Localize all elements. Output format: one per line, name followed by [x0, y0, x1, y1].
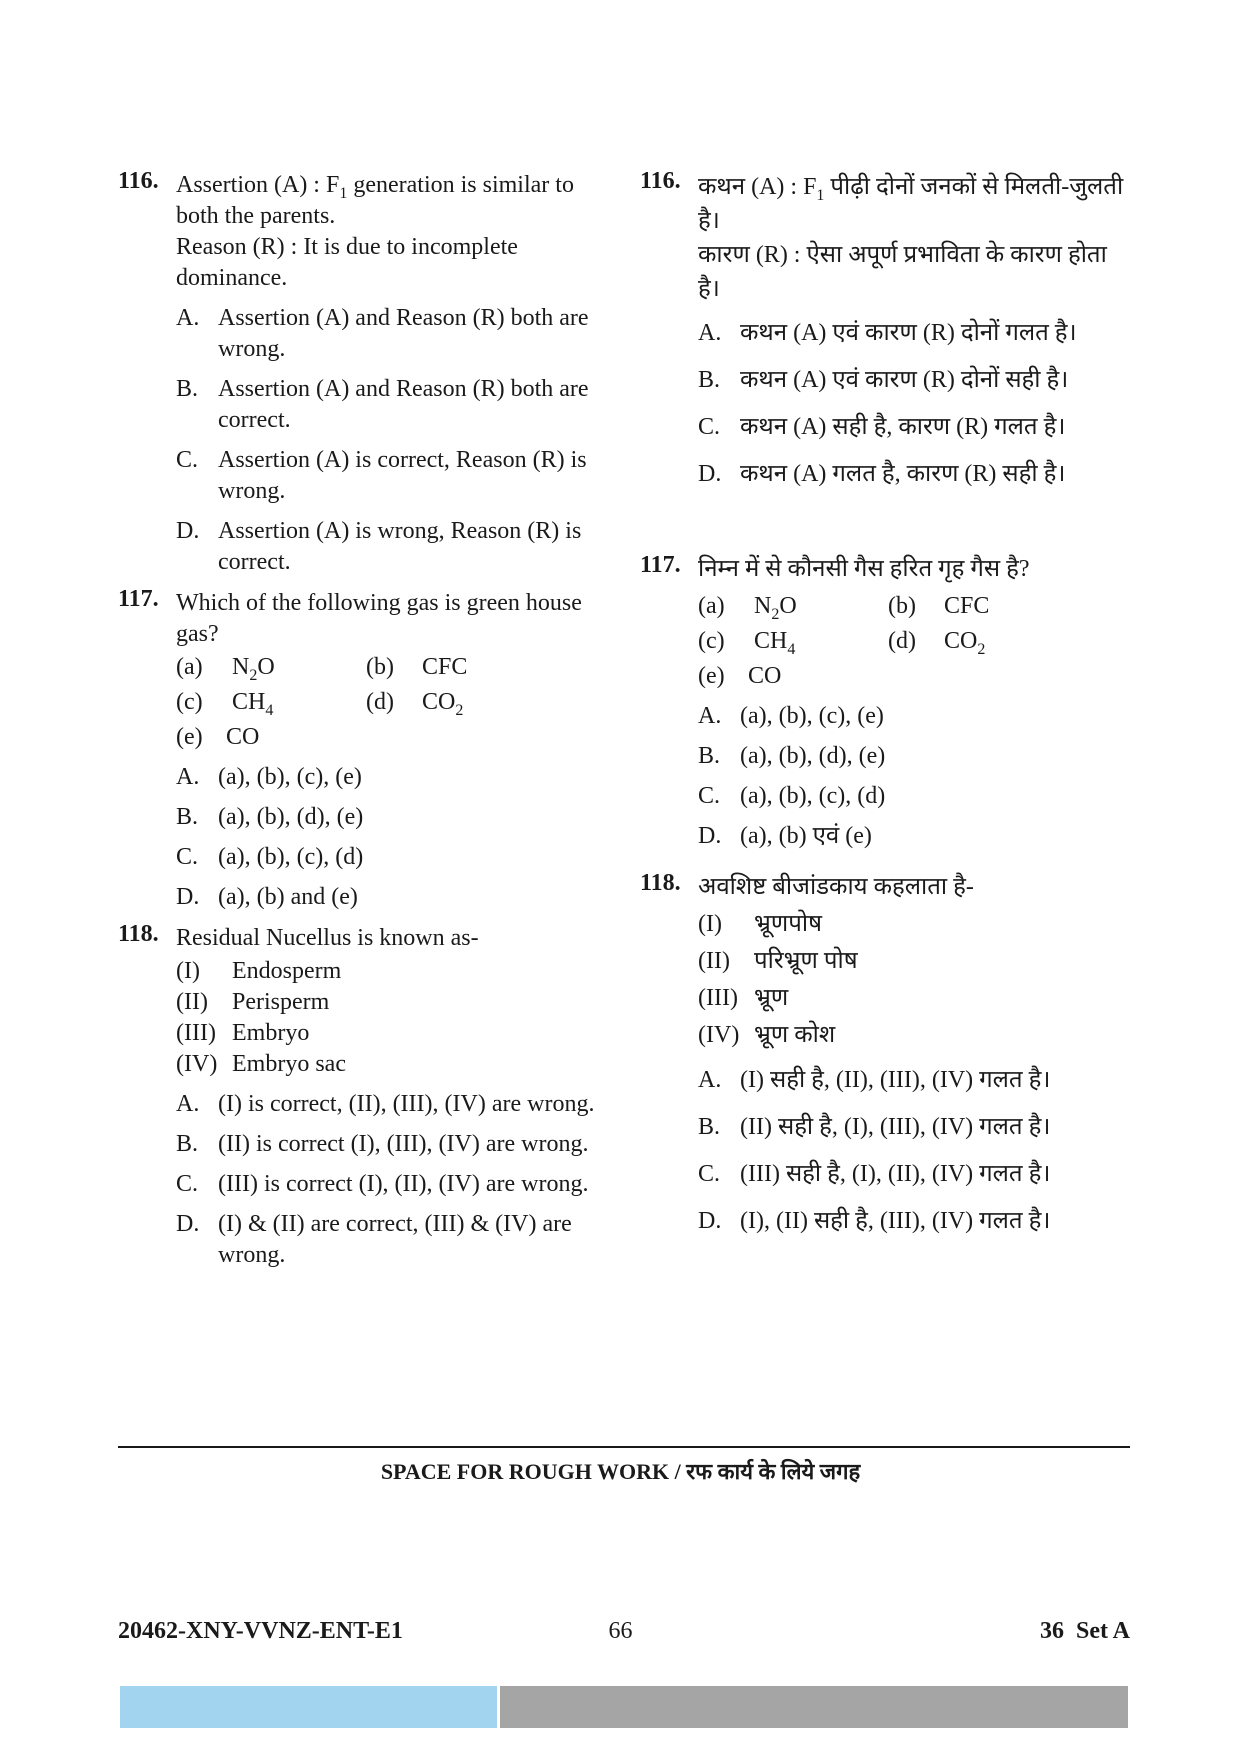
reason-text: Reason (R) : It is due to incomplete dominance. [176, 234, 518, 291]
gas-list [698, 591, 1130, 692]
option-a: A. (a), (b), (c), (e) [176, 764, 362, 790]
question-118 [118, 923, 608, 1271]
item-iv: (IV) Embryo sac [176, 1051, 346, 1077]
question-116-hindi [640, 170, 1130, 490]
item-iii: (III) भ्रूण [698, 985, 789, 1011]
hindi-column [640, 170, 1130, 1246]
item-b: (b) CFC [888, 593, 990, 619]
option-c: C. कथन (A) सही है, कारण (R) गलत है। [698, 414, 1066, 440]
option-c: C. (a), (b), (c), (d) [176, 844, 364, 870]
paper-code: 20462-XNY-VVNZ-ENT-E1 [118, 1618, 403, 1644]
question-117 [118, 588, 608, 913]
question-116 [118, 170, 608, 578]
option-b: B. (a), (b), (d), (e) [176, 804, 364, 830]
english-column [118, 170, 608, 1280]
question-number: 118. [118, 921, 159, 947]
item-c: (c) $CH_4$ [698, 628, 796, 658]
question-stem: अवशिष्ट बीजांडकाय कहलाता है- [698, 874, 974, 900]
page-number: 66 [608, 1618, 633, 1644]
item-i: (I) भ्रूणपोष [698, 911, 822, 937]
rough-work-label: SPACE FOR ROUGH WORK / रफ कार्य के लिये जगह [380, 1459, 861, 1484]
item-iv: (IV) भ्रूण कोश [698, 1022, 836, 1048]
options [698, 701, 1130, 852]
item-a: (a) $N_2O$ [698, 593, 797, 623]
option-c: C. (III) सही है, (I), (II), (IV) गलत है। [698, 1161, 1051, 1187]
item-ii: (II) Perisperm [176, 989, 330, 1015]
reason-text: कारण (R) : ऐसा अपूर्ण प्रभाविता के कारण होता है। [698, 242, 1107, 302]
option-b: B. (II) सही है, (I), (III), (IV) गलत है। [698, 1114, 1051, 1140]
option-a: A. कथन (A) एवं कारण (R) दोनों गलत है। [698, 320, 1077, 346]
divider-line [118, 1446, 1130, 1448]
footer-bar-blue [120, 1686, 497, 1728]
options [176, 762, 608, 913]
item-e: (e) CO [698, 663, 782, 689]
question-number: 118. [640, 870, 681, 896]
option-c: C. (III) is correct (I), (II), (IV) are wrong. [176, 1171, 589, 1197]
assertion-text: Assertion (A) : $F_1$ generation is similar to both the parents. [176, 172, 574, 229]
item-d: (d) $CO_2$ [366, 689, 464, 719]
option-d: D. (a), (b) एवं (e) [698, 823, 872, 849]
option-c: C. (a), (b), (c), (d) [698, 783, 886, 809]
option-b: B. कथन (A) एवं कारण (R) दोनों सही है। [698, 367, 1069, 393]
question-stem: Which of the following gas is green house gas? [176, 590, 582, 647]
option-d: D. Assertion (A) is wrong, Reason (R) is correct. [176, 518, 582, 575]
option-a: A. (I) सही है, (II), (III), (IV) गलत है। [698, 1067, 1051, 1093]
option-b: B. Assertion (A) and Reason (R) both are correct. [176, 376, 589, 433]
option-a: A. (I) is correct, (II), (III), (IV) are wrong. [176, 1091, 595, 1117]
options [698, 318, 1130, 490]
roman-list [698, 909, 1130, 1051]
gas-list [176, 652, 608, 753]
roman-list [176, 956, 608, 1080]
item-b: (b) CFC [366, 654, 468, 680]
item-a: (a) $N_2O$ [176, 654, 275, 684]
question-number: 117. [640, 552, 681, 578]
footer-bar-gray [500, 1686, 1128, 1728]
option-d: D. (a), (b) and (e) [176, 884, 358, 910]
item-d: (d) $CO_2$ [888, 628, 986, 658]
option-d: D. (I) & (II) are correct, (III) & (IV) are wrong. [176, 1211, 572, 1268]
question-number: 117. [118, 586, 159, 612]
option-b: B. (II) is correct (I), (III), (IV) are wrong. [176, 1131, 589, 1157]
item-ii: (II) परिभ्रूण पोष [698, 948, 858, 974]
question-117-hindi [640, 554, 1130, 852]
option-c: C. Assertion (A) is correct, Reason (R) is wrong. [176, 447, 587, 504]
question-118-hindi [640, 872, 1130, 1237]
option-a: A. (a), (b), (c), (e) [698, 703, 884, 729]
question-number: 116. [118, 168, 159, 194]
question-number: 116. [640, 168, 681, 194]
options [176, 1089, 608, 1271]
item-iii: (III) Embryo [176, 1020, 310, 1046]
item-e: (e) CO [176, 724, 260, 750]
set-label: 36 Set A [1040, 1618, 1130, 1644]
options [698, 1065, 1130, 1237]
option-b: B. (a), (b), (d), (e) [698, 743, 886, 769]
question-stem: निम्न में से कौनसी गैस हरित गृह गैस है? [698, 556, 1030, 582]
item-c: (c) $CH_4$ [176, 689, 274, 719]
option-a: A. Assertion (A) and Reason (R) both are wrong. [176, 305, 589, 362]
item-i: (I) Endosperm [176, 958, 342, 984]
assertion-text: कथन (A) : $F_1$ पीढ़ी दोनों जनकों से मिलती-जुलती है। [698, 174, 1124, 234]
question-stem: Residual Nucellus is known as- [176, 925, 479, 951]
option-d: D. कथन (A) गलत है, कारण (R) सही है। [698, 461, 1066, 487]
options [176, 303, 608, 578]
option-d: D. (I), (II) सही है, (III), (IV) गलत है। [698, 1208, 1051, 1234]
